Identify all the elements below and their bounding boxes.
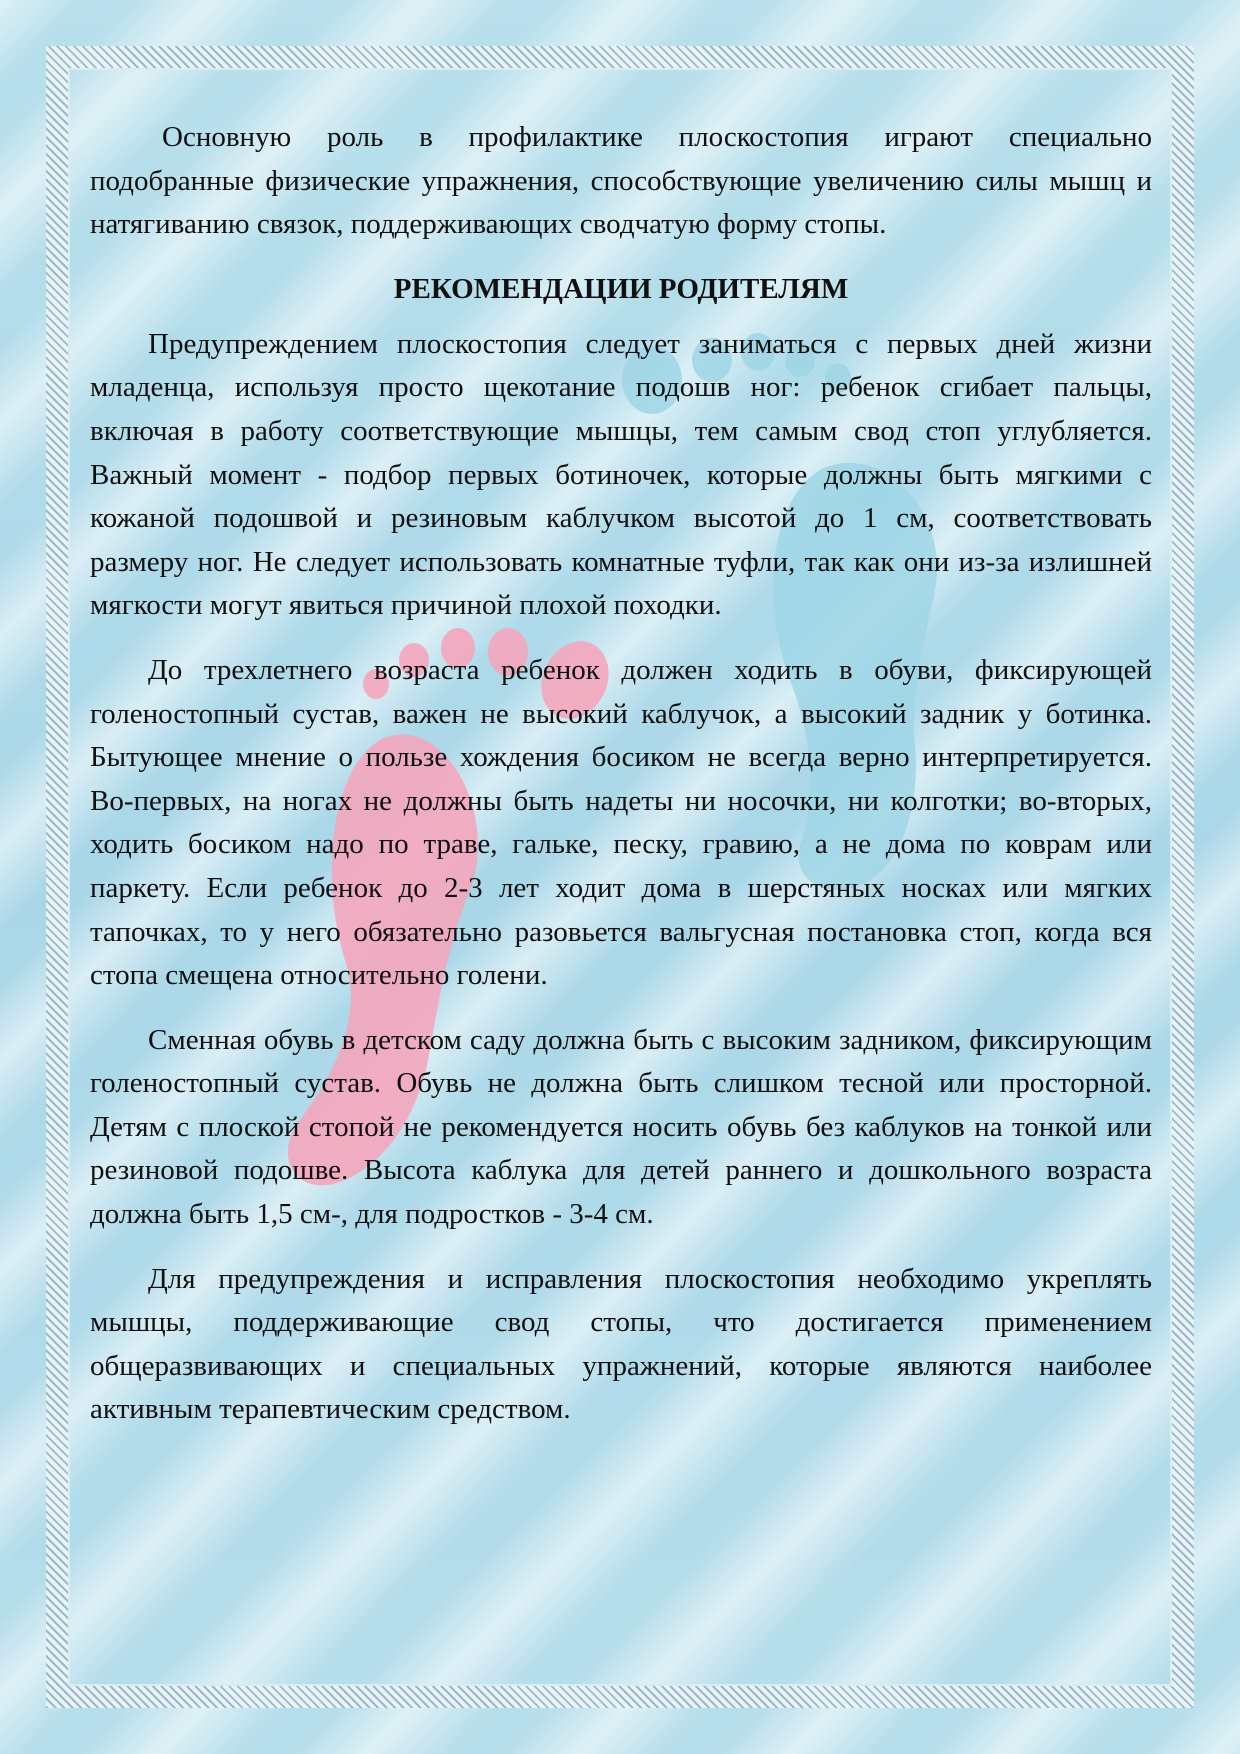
paragraph-exercises: Для предупреждения и исправления плоскостопия необходимо укреплять мышцы, поддерживающие свод стопы, что достигается применением общеразвивающих и специальных упражнений, которые являются наиболее активным терапевтическим средством.	[90, 1262, 1152, 1426]
paragraph-kindergarten-shoes: Сменная обувь в детском саду должна быть с высоким задником, фиксирующим голеностопный сустав. Обувь не должна быть слишком тесной или просторной. Детям с плоской стопой не рекомендуется носить обувь без каблуков на тонкой или резиновой подошве. Высота каблука для детей раннего и дошкольного возраста должна быть 1,5 см-, для подростков - 3-4 см.	[90, 1023, 1152, 1231]
paragraph-footwear-under-three: До трехлетнего возраста ребенок должен ходить в обуви, фиксирующей голеностопный сустав, важен не высокий каблучок, а высокий задник у ботинка. Бытующее мнение о пользе хождения босиком не всегда верно интерпретируется. Во-первых, на ногах не должны быть надеты ни носочки, ни колготки; во-вторых, ходить босиком надо по траве, гальке, песку, гравию, а не дома по коврам или паркету. Если ребенок до 2-3 лет ходит дома в шерстяных носках или мягких тапочках, то у него обязательно разовьется вальгусная постановка стоп, когда вся стопа смещена относительно голени.	[90, 653, 1152, 992]
document-body	[90, 116, 1152, 1432]
intro-paragraph: Основную роль в профилактике плоскостопия играют специально подобранные физические упражнения, способствующие увеличению силы мышц и натягиванию связок, поддерживающих сводчатую форму стопы.	[90, 121, 1152, 241]
section-heading: РЕКОМЕНДАЦИИ РОДИТЕЛЯМ	[393, 272, 849, 305]
paragraph-newborn-prevention: Предупреждением плоскостопия следует заниматься с первых дней жизни младенца, используя просто щекотание подошв ног: ребенок сгибает пальцы, включая в работу соответствующие мышцы, тем самым свод стоп углубляется. Важный момент - подбор первых ботиночек, которые должны быть мягкими с кожаной подошвой и резиновым каблучком высотой до 1 см, соответствовать размеру ног. Не следует использовать комнатные туфли, так как они из-за излишней мягкости могут явиться причиной плохой походки.	[90, 327, 1152, 622]
